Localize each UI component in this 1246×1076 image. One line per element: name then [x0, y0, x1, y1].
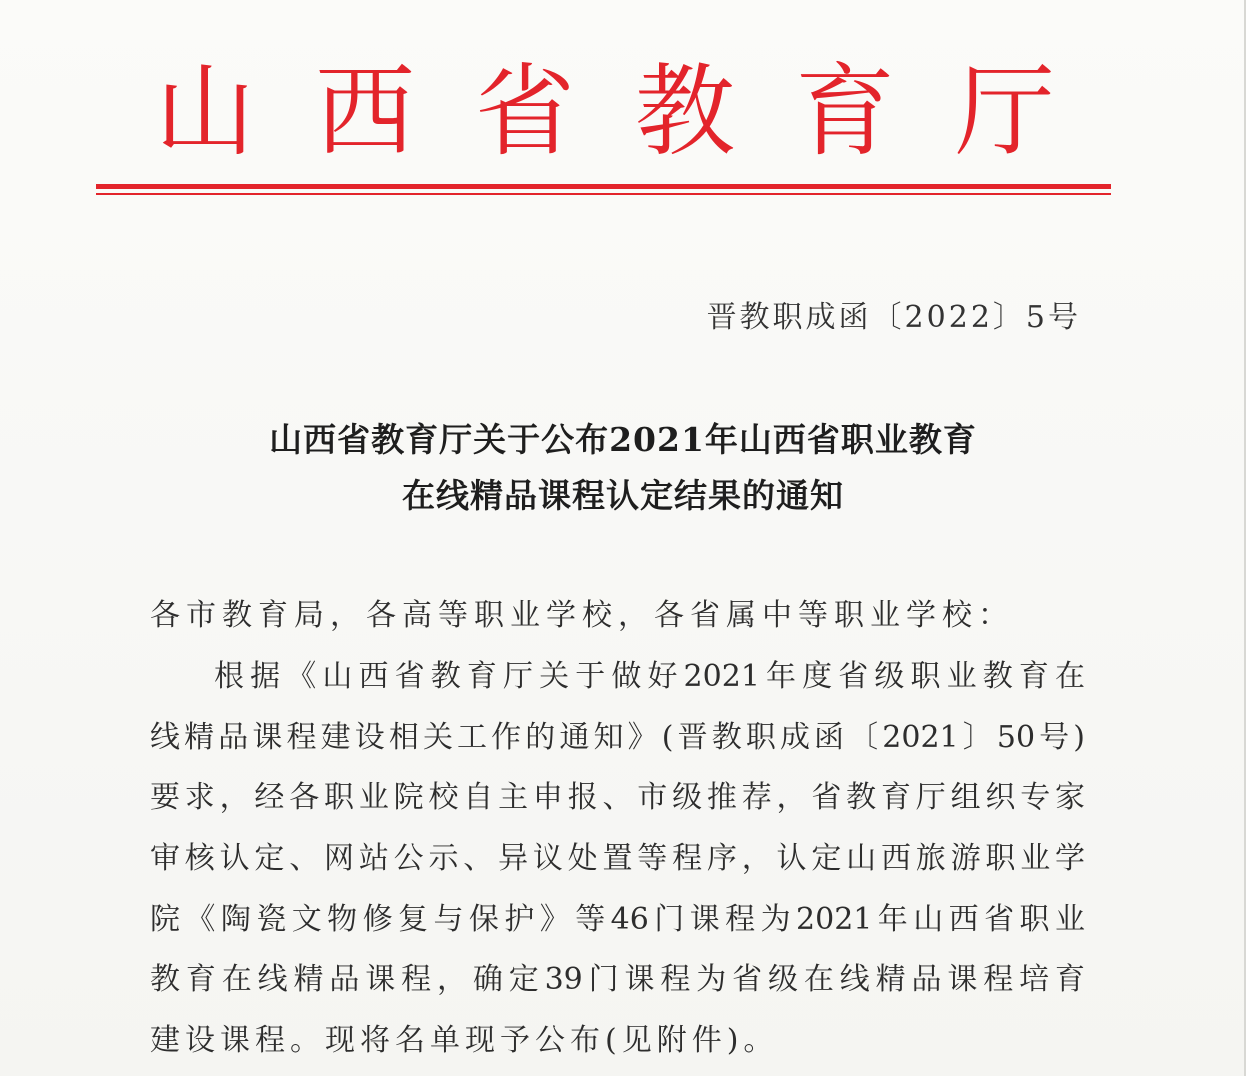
- body-paragraph-line: 院《陶瓷文物修复与保护》等46门课程为2021年山西省职业: [150, 902, 1085, 937]
- body-paragraph-line: 建设课程。现将名单现予公布(见附件)。: [150, 1023, 779, 1058]
- body-paragraph-line: 要求，经各职业院校自主申报、市级推荐，省教育厅组织专家: [150, 780, 1085, 815]
- document-title-line: 在线精品课程认定结果的通知: [402, 476, 844, 515]
- recipients-line: 各市教育局，各高等职业学校，各省属中等职业学校：: [150, 598, 1014, 633]
- letterhead-char: 育: [795, 53, 895, 170]
- letterhead-red-rule: [96, 184, 1111, 189]
- document-title: [130, 412, 1116, 524]
- document-number: 晋教职成函〔2022〕5号: [706, 300, 1081, 335]
- letterhead-char: 西: [315, 53, 415, 170]
- document-title-line: 山西省教育厅关于公布2021年山西省职业教育: [269, 420, 977, 459]
- body-paragraph-line: 教育在线精品课程，确定39门课程为省级在线精品课程培育: [150, 962, 1085, 997]
- letterhead-char: 教: [635, 53, 735, 170]
- letterhead-red-rule-thin: [96, 193, 1111, 195]
- letterhead-org-name: [140, 52, 1070, 172]
- body-paragraph-line: 审核认定、网站公示、异议处置等程序，认定山西旅游职业学: [150, 841, 1085, 876]
- body-paragraph-line: 线精品课程建设相关工作的通知》(晋教职成函〔2021〕50号): [150, 720, 1085, 755]
- letterhead-char: 省: [475, 53, 575, 170]
- body-paragraph-line: 根据《山西省教育厅关于做好2021年度省级职业教育在: [214, 659, 1085, 694]
- letterhead-char: 厅: [955, 53, 1055, 170]
- letterhead-char: 山: [155, 53, 255, 170]
